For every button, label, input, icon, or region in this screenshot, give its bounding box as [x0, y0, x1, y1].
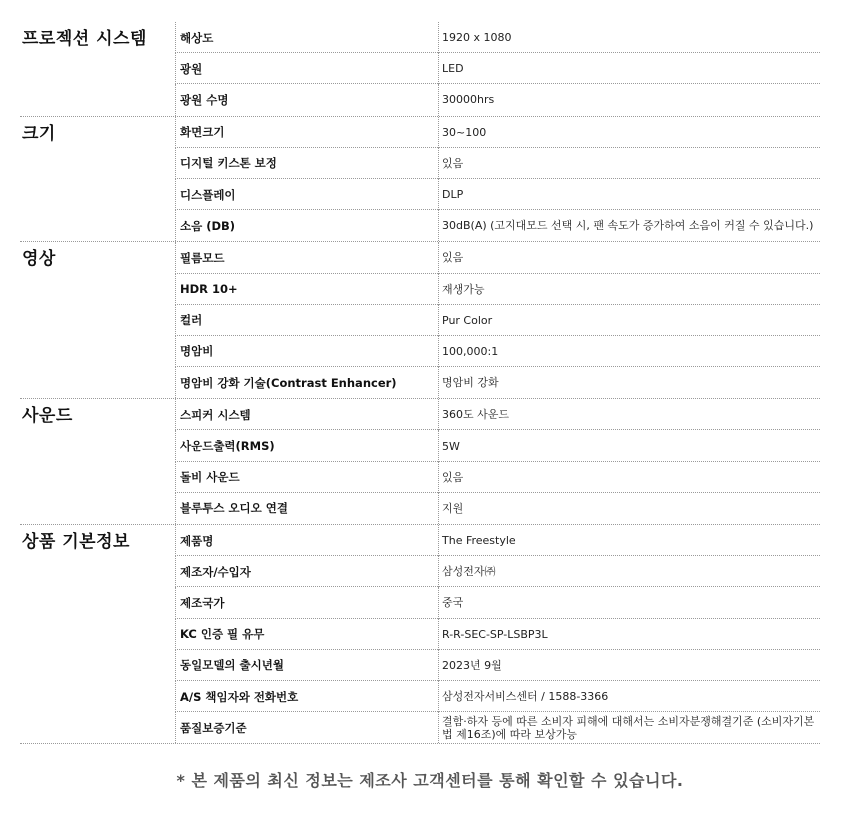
column-divider [175, 117, 176, 148]
column-divider [175, 53, 176, 84]
spec-value: 30~100 [442, 125, 487, 139]
column-divider [175, 525, 176, 556]
spec-label: 광원 [180, 61, 203, 76]
spec-value: 360도 사운드 [442, 408, 509, 422]
spec-row [20, 274, 820, 305]
spec-value: 있음 [442, 251, 464, 265]
spec-value: R-R-SEC-SP-LSBP3L [442, 627, 548, 641]
column-divider [175, 84, 176, 115]
spec-label: 광원 수명 [180, 92, 229, 107]
spec-value: 명암비 강화 [442, 376, 499, 390]
column-divider [175, 305, 176, 336]
category-title: 크기 [22, 123, 56, 144]
spec-row [20, 462, 820, 493]
spec-value: LED [442, 62, 464, 76]
spec-row [20, 587, 820, 618]
spec-table [20, 22, 820, 744]
spec-row [20, 242, 820, 273]
spec-value: 있음 [442, 156, 464, 170]
column-divider [175, 179, 176, 210]
column-divider [175, 556, 176, 587]
column-divider [175, 650, 176, 681]
spec-value: 지원 [442, 501, 464, 515]
spec-label: 해상도 [180, 30, 214, 45]
column-divider [175, 22, 176, 53]
spec-group [20, 399, 820, 525]
spec-value: 100,000:1 [442, 344, 499, 358]
spec-label: 컬러 [180, 313, 203, 328]
column-divider [175, 712, 176, 743]
spec-row [20, 650, 820, 681]
column-divider [175, 493, 176, 524]
spec-value: 중국 [442, 596, 464, 610]
spec-row [20, 117, 820, 148]
spec-row [20, 619, 820, 650]
spec-value: 삼성전자㈜ [442, 565, 496, 579]
spec-group [20, 242, 820, 399]
spec-label: 명암비 강화 기술(Contrast Enhancer) [180, 375, 397, 390]
spec-label: 명암비 [180, 344, 214, 359]
spec-row [20, 430, 820, 461]
spec-label: 제조자/수입자 [180, 564, 251, 579]
spec-label: 돌비 사운드 [180, 470, 240, 485]
column-divider [175, 681, 176, 712]
spec-row [20, 399, 820, 430]
spec-group [20, 22, 820, 117]
spec-row [20, 525, 820, 556]
spec-row [20, 336, 820, 367]
spec-row [20, 712, 820, 744]
spec-label: 디스플레이 [180, 187, 236, 202]
spec-value: DLP [442, 188, 464, 202]
column-divider [175, 148, 176, 179]
category-title: 영상 [22, 249, 56, 270]
spec-label: 동일모델의 출시년월 [180, 658, 284, 673]
category-title: 상품 기본정보 [22, 532, 130, 552]
spec-label: 스피커 시스템 [180, 407, 251, 422]
column-divider [175, 210, 176, 241]
spec-row [20, 305, 820, 336]
spec-row [20, 84, 820, 116]
column-divider [175, 367, 176, 398]
category-title: 프로젝션 시스템 [22, 29, 147, 49]
spec-label: 품질보증기준 [180, 720, 247, 735]
column-divider [175, 430, 176, 461]
spec-row [20, 22, 820, 53]
spec-value: 1920 x 1080 [442, 31, 512, 45]
column-divider [175, 399, 176, 430]
spec-value: 삼성전자서비스센터 / 1588-3366 [442, 690, 609, 704]
spec-row [20, 367, 820, 399]
footnote: * 본 제품의 최신 정보는 제조사 고객센터를 통해 확인할 수 있습니다. [176, 771, 684, 790]
spec-value: The Freestyle [442, 534, 516, 548]
column-divider [175, 274, 176, 305]
spec-value: Pur Color [442, 313, 493, 327]
spec-label: 제조국가 [180, 595, 225, 610]
spec-label: 화면크기 [180, 125, 225, 140]
spec-label: 사운드출력(RMS) [180, 439, 275, 454]
column-divider [175, 619, 176, 650]
spec-group [20, 117, 820, 243]
category-title: 사운드 [22, 406, 73, 427]
spec-label: KC 인증 필 유무 [180, 627, 265, 642]
column-divider [175, 587, 176, 618]
spec-value: 30dB(A) (고지대모드 선택 시, 팬 속도가 증가하여 소음이 커질 수 있습니다.) [442, 219, 814, 233]
spec-row [20, 493, 820, 525]
spec-label: HDR 10+ [180, 282, 238, 297]
spec-group [20, 525, 820, 744]
spec-value: 결함·하자 등에 따른 소비자 피해에 대해서는 소비자분쟁해결기준 (소비자기본법 제16조)에 따라 보상가능 [442, 714, 815, 741]
spec-label: 디지털 키스톤 보정 [180, 156, 277, 171]
spec-label: A/S 책임자와 전화번호 [180, 689, 299, 704]
spec-label: 필름모드 [180, 250, 225, 265]
spec-value: 재생가능 [442, 282, 485, 296]
column-divider [175, 242, 176, 273]
column-divider [175, 336, 176, 367]
spec-label: 제품명 [180, 533, 214, 548]
spec-row [20, 148, 820, 179]
spec-value: 5W [442, 439, 460, 453]
spec-row [20, 681, 820, 712]
spec-row [20, 179, 820, 210]
column-divider [175, 462, 176, 493]
spec-value: 2023년 9월 [442, 658, 502, 672]
spec-label: 블루투스 오디오 연결 [180, 501, 288, 516]
spec-value: 있음 [442, 470, 464, 484]
spec-row [20, 53, 820, 84]
spec-label: 소음 (DB) [180, 218, 236, 233]
spec-row [20, 556, 820, 587]
spec-row [20, 210, 820, 242]
spec-value: 30000hrs [442, 93, 495, 107]
